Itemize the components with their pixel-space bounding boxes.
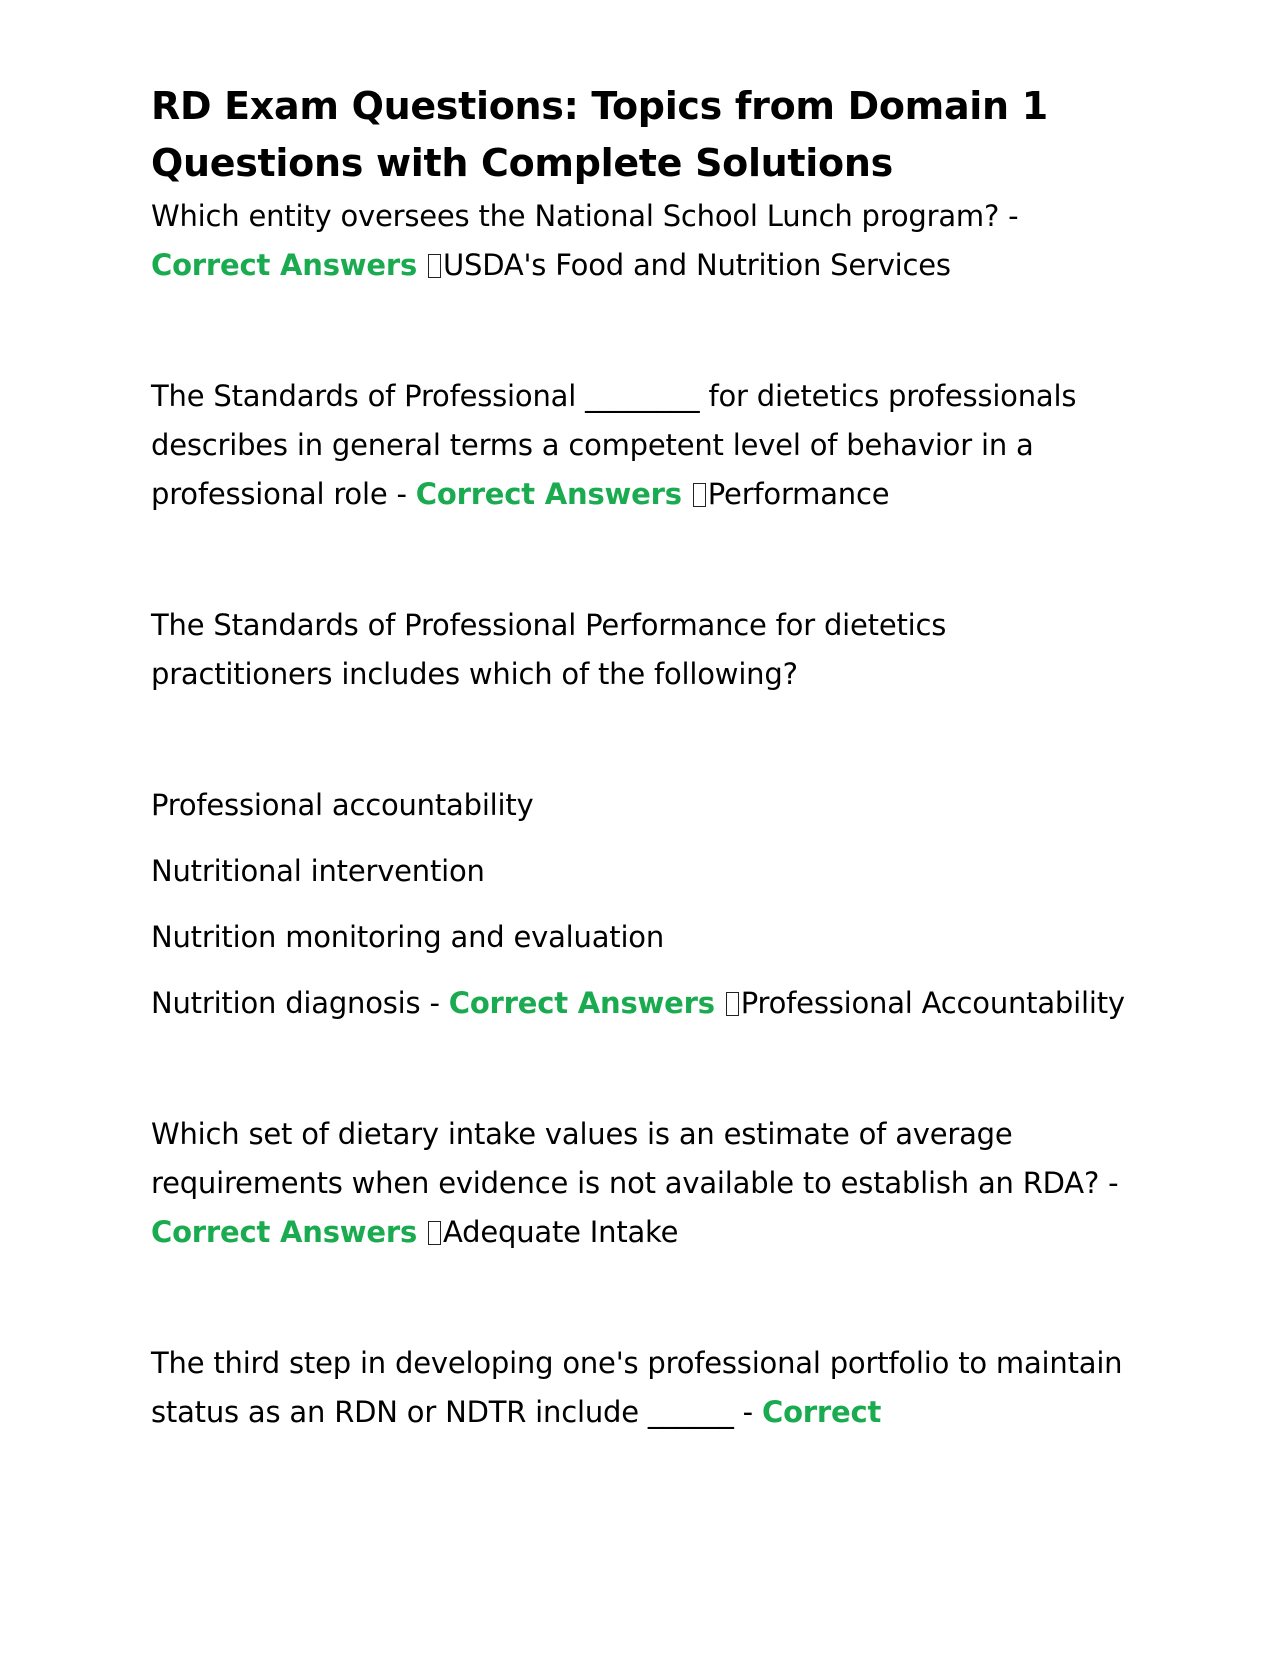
answer-text: USDA's Food and Nutrition Services bbox=[443, 248, 951, 282]
question-text: The third step in developing one's professional portfolio to maintain status as an RDN or NDTR include ______ - bbox=[151, 1346, 1123, 1429]
question-text: Which entity oversees the National School Lunch program? - bbox=[151, 199, 1019, 233]
option-item: Nutritional intervention bbox=[151, 854, 485, 888]
document-title: RD Exam Questions: Topics from Domain 1 Questions with Complete Solutions bbox=[151, 84, 1048, 185]
answer-text: Performance bbox=[707, 477, 890, 511]
qa-item-1 bbox=[151, 192, 1131, 290]
correct-answers-label: Correct Answers bbox=[415, 477, 682, 511]
question-text: Which set of dietary intake values is an estimate of average requirements when evidence is not available to establish an RDA? - bbox=[151, 1117, 1119, 1200]
answer-text: Professional Accountability bbox=[740, 986, 1125, 1020]
correct-answer-partial-label: Correct bbox=[761, 1395, 882, 1429]
qa-item-5 bbox=[151, 1339, 1131, 1437]
answer-text: Adequate Intake bbox=[443, 1215, 679, 1249]
correct-answers-label: Correct Answers bbox=[151, 1215, 418, 1249]
qa-item-2 bbox=[151, 372, 1131, 519]
correct-answers-label: Correct Answers bbox=[448, 986, 715, 1020]
qa-item-4 bbox=[151, 1110, 1131, 1257]
qa-item-3 bbox=[151, 601, 1131, 699]
option-item: Professional accountability bbox=[151, 788, 534, 822]
option-text: Nutrition diagnosis - bbox=[151, 986, 440, 1020]
option-item: Nutrition monitoring and evaluation bbox=[151, 920, 665, 954]
option-item-with-answer bbox=[151, 979, 1131, 1028]
question-text: The Standards of Professional ________ for dietetics professionals describes in general terms a competent level of behavior in a professional role - bbox=[151, 379, 1077, 511]
missing-glyph-icon bbox=[428, 1221, 441, 1245]
question-text: The Standards of Professional Performance for dietetics practitioners includes which of the following? bbox=[151, 608, 947, 691]
document-page bbox=[151, 78, 1131, 1437]
missing-glyph-icon bbox=[693, 483, 706, 507]
missing-glyph-icon bbox=[428, 254, 441, 278]
missing-glyph-icon bbox=[726, 992, 739, 1016]
correct-answers-label: Correct Answers bbox=[151, 248, 418, 282]
